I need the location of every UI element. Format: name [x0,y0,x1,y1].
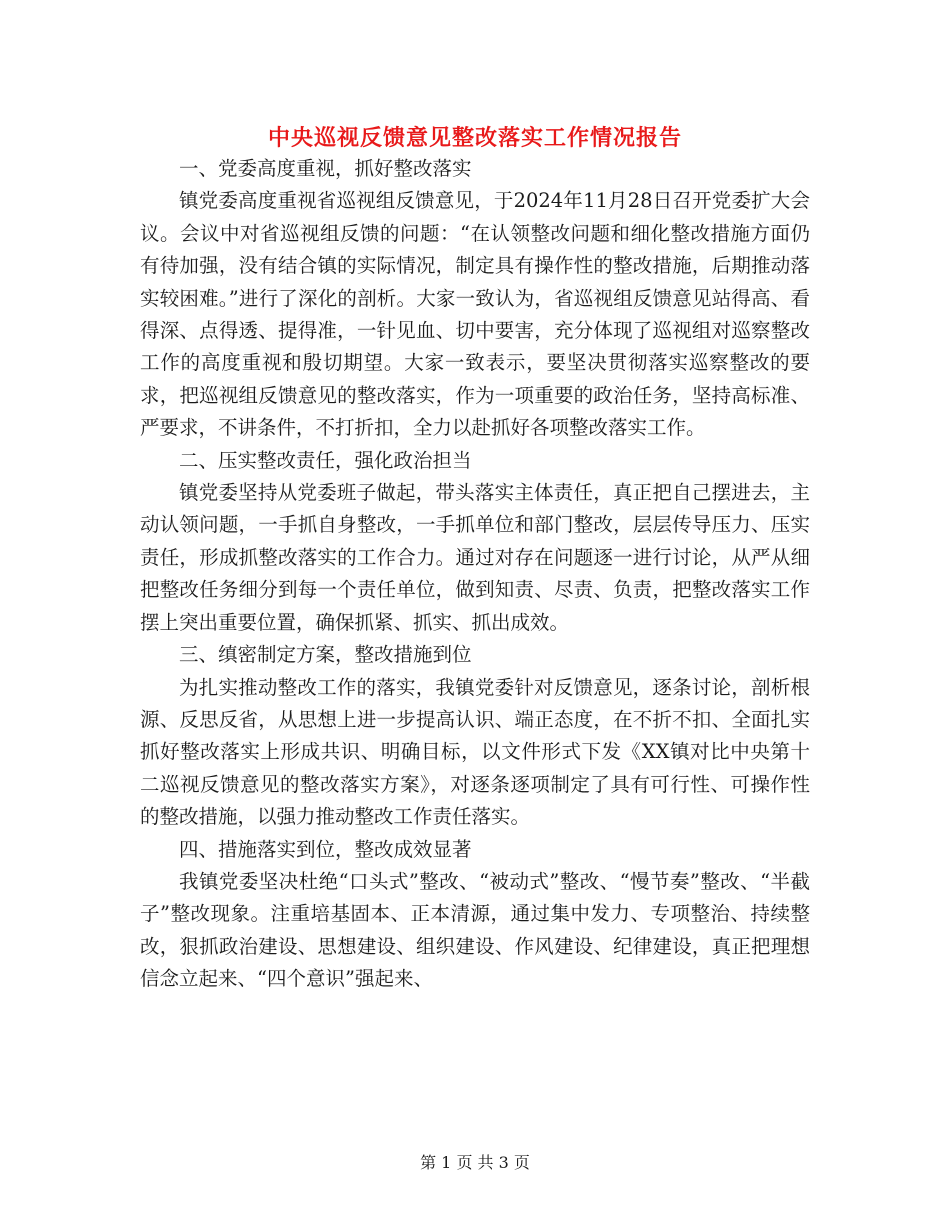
section-heading-2: 二、压实整改责任，强化政治担当 [179,448,472,472]
section-heading-1: 一、党委高度重视，抓好整改落实 [179,157,472,180]
section-heading-4: 四、措施落实到位，整改成效显著 [179,837,472,861]
section-paragraph-2: 镇党委坚持从党委班子做起，带头落实主体责任，真正把自己摆进去，主动认领问题，一手抓自身整改，一手抓单位和部门整改，层层传导压力、压实责任，形成抓整改落实的工作合力。通过对存在问题逐一进行讨论，从严从细把整改任务细分到每一个责任单位，做到知责、尽责、负责，把整改落实工作摆上突出重要位置，确保抓紧、抓实、抓出成效。 [140,481,810,634]
document-title: 中央巡视反馈意见整改落实工作情况报告 [267,124,682,151]
section-paragraph-4: 我镇党委坚决杜绝“口头式”整改、“被动式”整改、“慢节奏”整改、“半截子”整改现象。注重培基固本、正本清源，通过集中发力、专项整治、持续整改，狠抓政治建设、思想建设、组织建设、作风建设、纪律建设，真正把理想信念立起来、“四个意识”强起来、 [140,869,810,991]
section-paragraph-3: 为扎实推动整改工作的落实，我镇党委针对反馈意见，逐条讨论，剖析根源、反思反省，从思想上进一步提高认识、端正态度，在不折不扣、全面扎实抓好整改落实上形成共识、明确目标，以文件形式下发《XX镇对比中央第十二巡视反馈意见的整改落实方案》，对逐条逐项制定了具有可行性、可操作性的整改措施，以强力推动整改工作责任落实。 [140,675,810,829]
section-heading-3: 三、缜密制定方案，整改措施到位 [179,643,472,667]
page-number-footer: 第 1 页 共 3 页 [420,1153,530,1172]
section-paragraph-1: 镇党委高度重视省巡视组反馈意见，于2024年11月28日召开党委扩大会议。会议中对省巡视组反馈的问题：“在认领整改问题和细化整改措施方面仍有待加强，没有结合镇的实际情况，制定具有操作性的整改措施，后期推动落实较困难。”进行了深化的剖析。大家一致认为，省巡视组反馈意见站得高、看得深、点得透、提得准，一针见血、切中要害，充分体现了巡视组对巡察整改工作的高度重视和殷切期望。大家一致表示，要坚决贯彻落实巡察整改的要求，把巡视组反馈意见的整改落实，作为一项重要的政治任务，坚持高标准、严要求，不讲条件，不打折扣，全力以赴抓好各项整改落实工作。 [140,189,810,440]
document-body [140,153,810,996]
